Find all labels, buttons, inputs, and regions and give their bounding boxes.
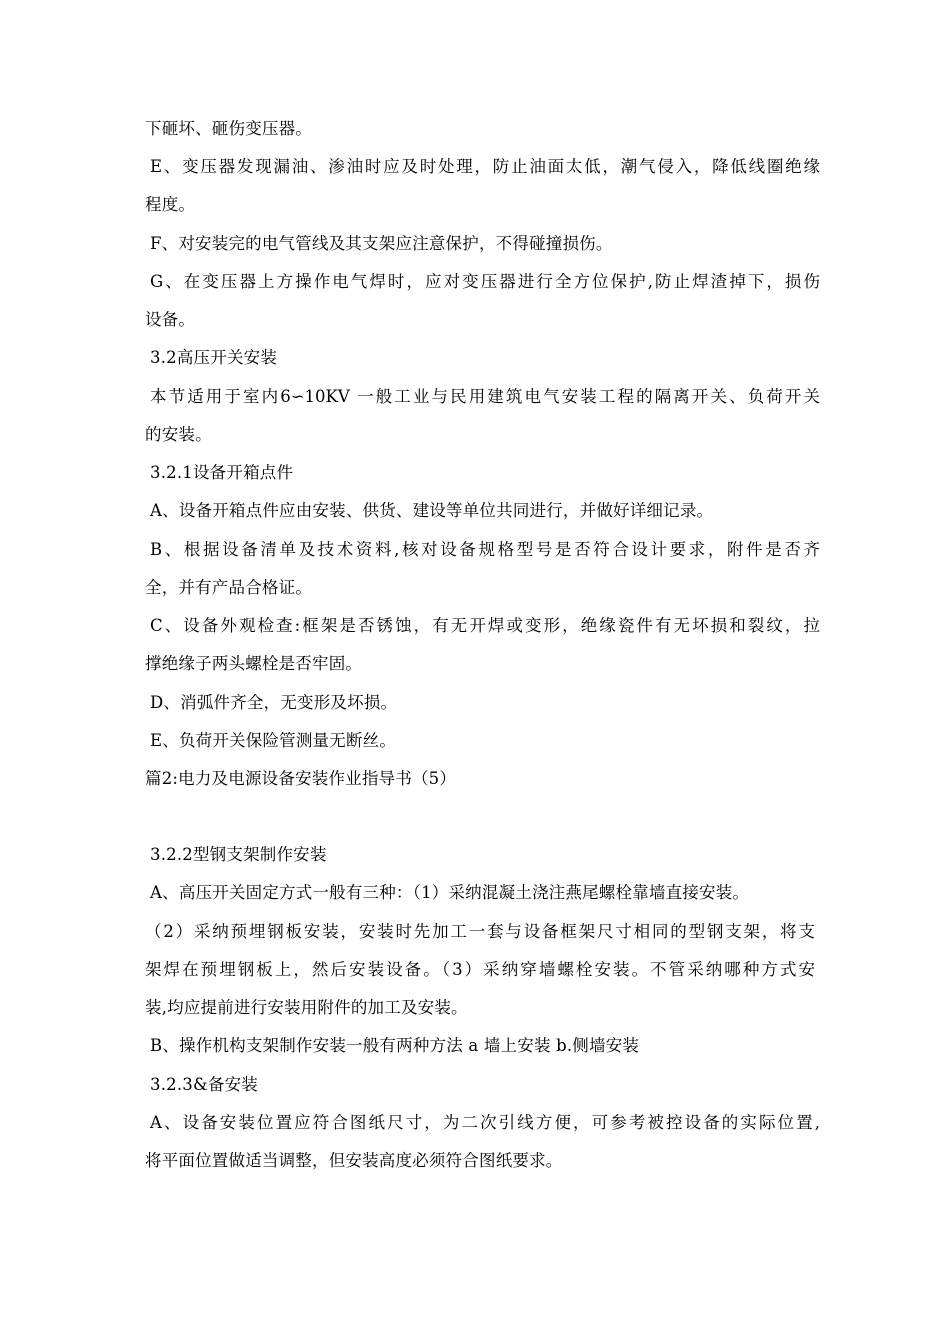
text-line: （2）采纳预埋钢板安装，安装时先加工一套与设备框架尺寸相同的型钢支架，将支 [145,922,815,941]
text-line: 全，并有产品合格证。 [145,578,312,597]
text-line: 下砸坏、砸伤变压器。 [145,119,312,138]
text-line: 程度。 [145,195,196,214]
text-line: E、变压器发现漏油、渗油时应及时处理，防止油面太低，潮气侵入，降低线圈绝缘 [150,157,820,176]
text-line: 架焊在预埋钢板上，然后安装设备。（3）采纳穿墙螺栓安装。不管采纳哪种方式安 [145,960,815,979]
text-line: 的安装。 [145,425,212,444]
text-line: 撑绝缘子两头螺栓是否牢固。 [145,654,363,673]
text-line: F、对安装完的电气管线及其支架应注意保护，不得碰撞损伤。 [150,234,613,253]
subsection-heading: 3.2.3&备安装 [150,1075,258,1094]
text-line: A、高压开关固定方式一般有三种：（1）采纳混凝土浇注燕尾螺栓靠墙直接安装。 [150,883,750,902]
text-line: 设备。 [145,310,196,329]
section-heading: 3.2高压开关安装 [150,348,278,367]
text-line: 本节适用于室内6∽10KV 一般工业与民用建筑电气安装工程的隔离开关、负荷开关 [150,387,820,406]
chapter-heading: 篇2:电力及电源设备安装作业指导书（5） [145,769,457,788]
text-line: A、设备开箱点件应由安装、供货、建设等单位共同进行，并做好详细记录。 [150,501,714,520]
text-line: C、设备外观检查:框架是否锈蚀，有无开焊或变形，绝缘瓷件有无坏损和裂纹，拉 [150,616,820,635]
subsection-heading: 3.2.2型钢支架制作安装 [150,845,327,864]
text-line: B、操作机构支架制作安装一般有两种方法 a 墙上安装 b.侧墙安装 [150,1036,640,1055]
text-line: 装,均应提前进行安装用附件的加工及安装。 [145,998,468,1017]
text-line: D、消弧件齐全，无变形及坏损。 [150,693,398,712]
text-line: B、根据设备清单及技术资料,核对设备规格型号是否符合设计要求，附件是否齐 [150,540,820,559]
text-line: G、在变压器上方操作电气焊时，应对变压器进行全方位保护,防止焊渣掉下，损伤 [150,272,820,291]
text-line: A、设备安装位置应符合图纸尺寸，为二次引线方便，可参考被控设备的实际位置, [150,1113,820,1132]
text-line: E、负荷开关保险管测量无断丝。 [150,731,397,750]
text-line: 将平面位置做适当调整，但安装高度必须符合图纸要求。 [145,1151,563,1170]
subsection-heading: 3.2.1设备开箱点件 [150,463,294,482]
